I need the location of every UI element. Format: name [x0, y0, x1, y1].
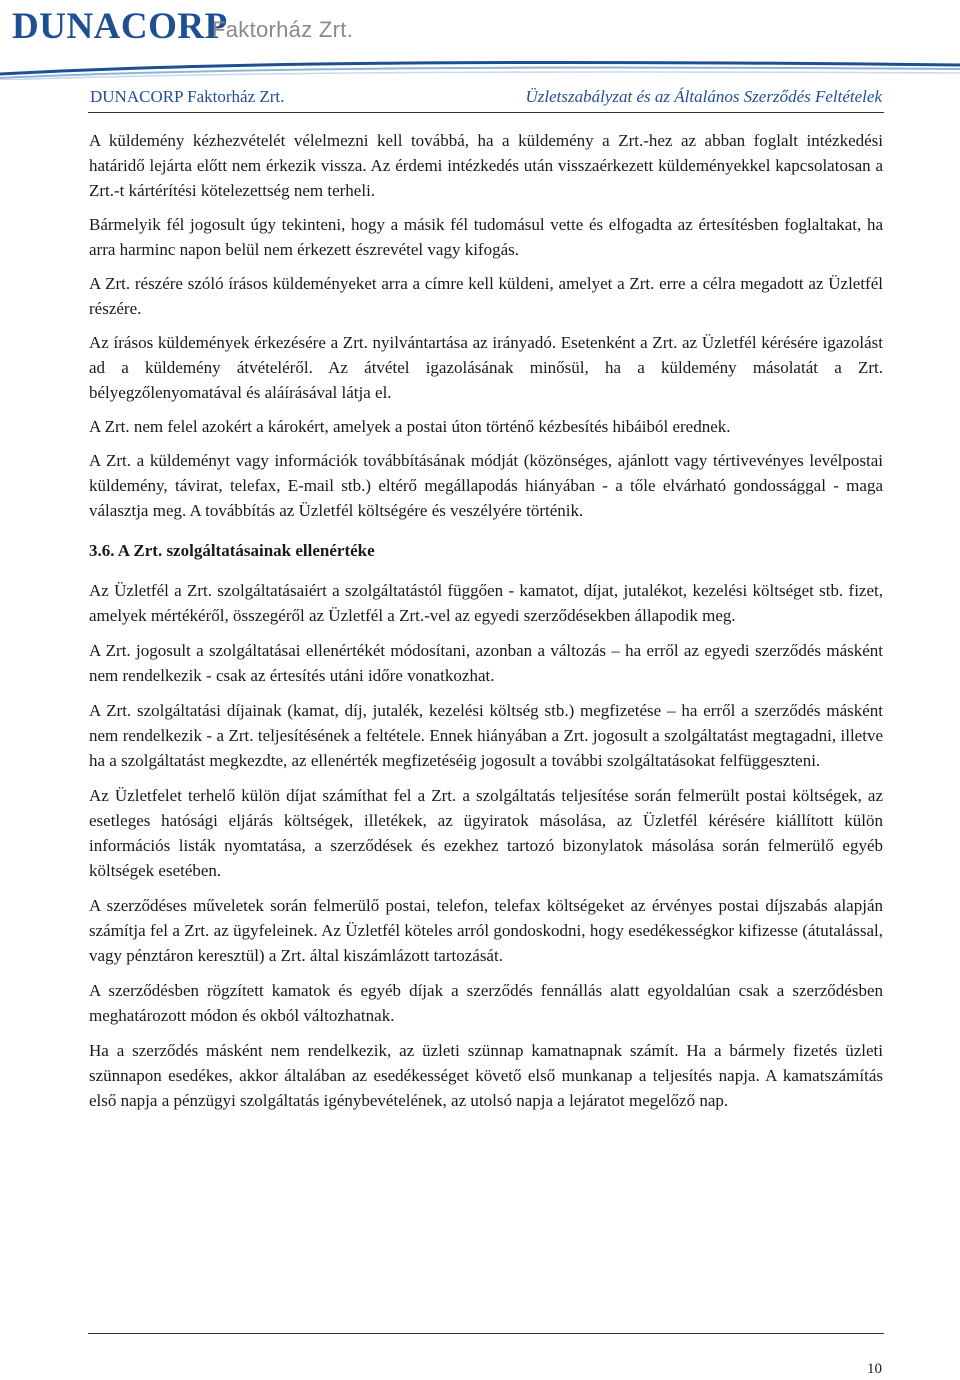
- paragraph: Az Üzletfelet terhelő külön díjat számíthat fel a Zrt. a szolgáltatás teljesítése során felmerült postai költségek, az esetleges hatósági eljárás költségek, illetékek, az ügyiratok másolása, az Üzletfél kérésére kiállított külön információs listák nyomtatása, a szerződések és ezekhez tartozó bizonylatok másolása során felmerülő egyéb költségek esetében.: [89, 786, 883, 880]
- logo-swoosh: [0, 40, 960, 80]
- logo-subtitle: Faktorház Zrt.: [212, 17, 354, 42]
- paragraph: A Zrt. a küldeményt vagy információk továbbításának módját (közönséges, ajánlott vagy tértivevényes levélpostai küldemény, távirat, telefax, E-mail stb.) eltérő megállapodás hiányában - a tőle elvárható gondossággal - maga választja meg. A továbbítás az Üzletfél költségére és veszélyére történik.: [89, 451, 883, 520]
- paragraph: Az Üzletfél a Zrt. szolgáltatásaiért a szolgáltatástól függően - kamatot, díjat, jutalékot, kezelési költséget stb. fizet, amelyek mértékéről, összegéről az Üzletfél a Zrt.-vel az egyedi szerződésekben állapodik meg.: [89, 581, 883, 625]
- header-company: DUNACORP Faktorház Zrt.: [90, 87, 285, 106]
- paragraph: A szerződéses műveletek során felmerülő postai, telefon, telefax költségeket az érvényes postai díjszabás alapján számítja fel a Zrt. az ügyfeleinek. Az Üzletfél köteles arról gondoskodni, hogy esedékességkor kifizesse (átutalással, vagy pénztáron keresztül) a Zrt. által kiszámlázott tartozását.: [89, 896, 883, 965]
- section-heading: 3.6. A Zrt. szolgáltatásainak ellenértéke: [89, 541, 375, 560]
- header-rule: [88, 112, 884, 113]
- paragraph: Bármelyik fél jogosult úgy tekinteni, hogy a másik fél tudomásul vette és elfogadta az értesítésben foglaltakat, ha arra harminc napon belül nem érkezett észrevétel vagy kifogás.: [89, 215, 883, 259]
- header-document-title: Üzletszabályzat és az Általános Szerződés Feltételek: [525, 87, 882, 106]
- paragraph: Ha a szerződés másként nem rendelkezik, az üzleti szünnap kamatnapnak számít. Ha a bármely fizetés üzleti szünnapon esedékes, akkor általában az esedékességet követő első munkanap a teljesítés napja. A kamatszámítás első napja a pénzügyi szolgáltatás igénybevételének, az utolsó napja a lejáratot megelőző nap.: [89, 1041, 883, 1110]
- paragraph: A szerződésben rögzített kamatok és egyéb díjak a szerződés fennállás alatt egyoldalúan csak a szerződésben meghatározott módon és okból változhatnak.: [89, 981, 883, 1025]
- paragraph: A Zrt. részére szóló írásos küldeményeket arra a címre kell küldeni, amelyet a Zrt. erre a célra megadott az Üzletfél részére.: [89, 274, 883, 318]
- footer-rule: [88, 1333, 884, 1334]
- paragraph: A Zrt. nem felel azokért a károkért, amelyek a postai úton történő kézbesítés hibáiból erednek.: [89, 417, 731, 436]
- page-number: 10: [867, 1361, 882, 1377]
- paragraph: A küldemény kézhezvételét vélelmezni kell továbbá, ha a küldemény a Zrt.-hez az abban foglalt intézkedési határidő lejárta előtt nem érkezik vissza. Az érdemi intézkedés után visszaérkezett küldeményekkel kapcsolatosan a Zrt.-t kártérítési kötelezettség nem terheli.: [89, 131, 883, 200]
- document-body: [89, 128, 883, 1123]
- paragraph: Az írásos küldemények érkezésére a Zrt. nyilvántartása az irányadó. Esetenként a Zrt. az Üzletfél kérésére igazolást ad a küldemény átvételéről. Az átvétel igazolásának minősül, ha a küldemény másolatát a Zrt. bélyegzőlenyomatával és aláírásával látja el.: [89, 333, 883, 402]
- paragraph: A Zrt. jogosult a szolgáltatásai ellenértékét módosítani, azonban a változás – ha erről az egyedi szerződés másként nem rendelkezik - csak az értesítés utáni időre vonatkozhat.: [89, 641, 883, 685]
- paragraph: A Zrt. szolgáltatási díjainak (kamat, díj, jutalék, kezelési költség stb.) megfizetése – ha erről a szerződés másként nem rendelkezik - a Zrt. teljesítésének a feltétele. Ennek hiányában a Zrt. jogosult a szolgáltatást megtagadni, illetve ha a szolgáltatást megkezdte, az ellenérték megfizetéséig jogosult a további szolgáltatásokat felfüggeszteni.: [89, 701, 883, 770]
- logo-wordmark: DUNACORP: [12, 6, 228, 47]
